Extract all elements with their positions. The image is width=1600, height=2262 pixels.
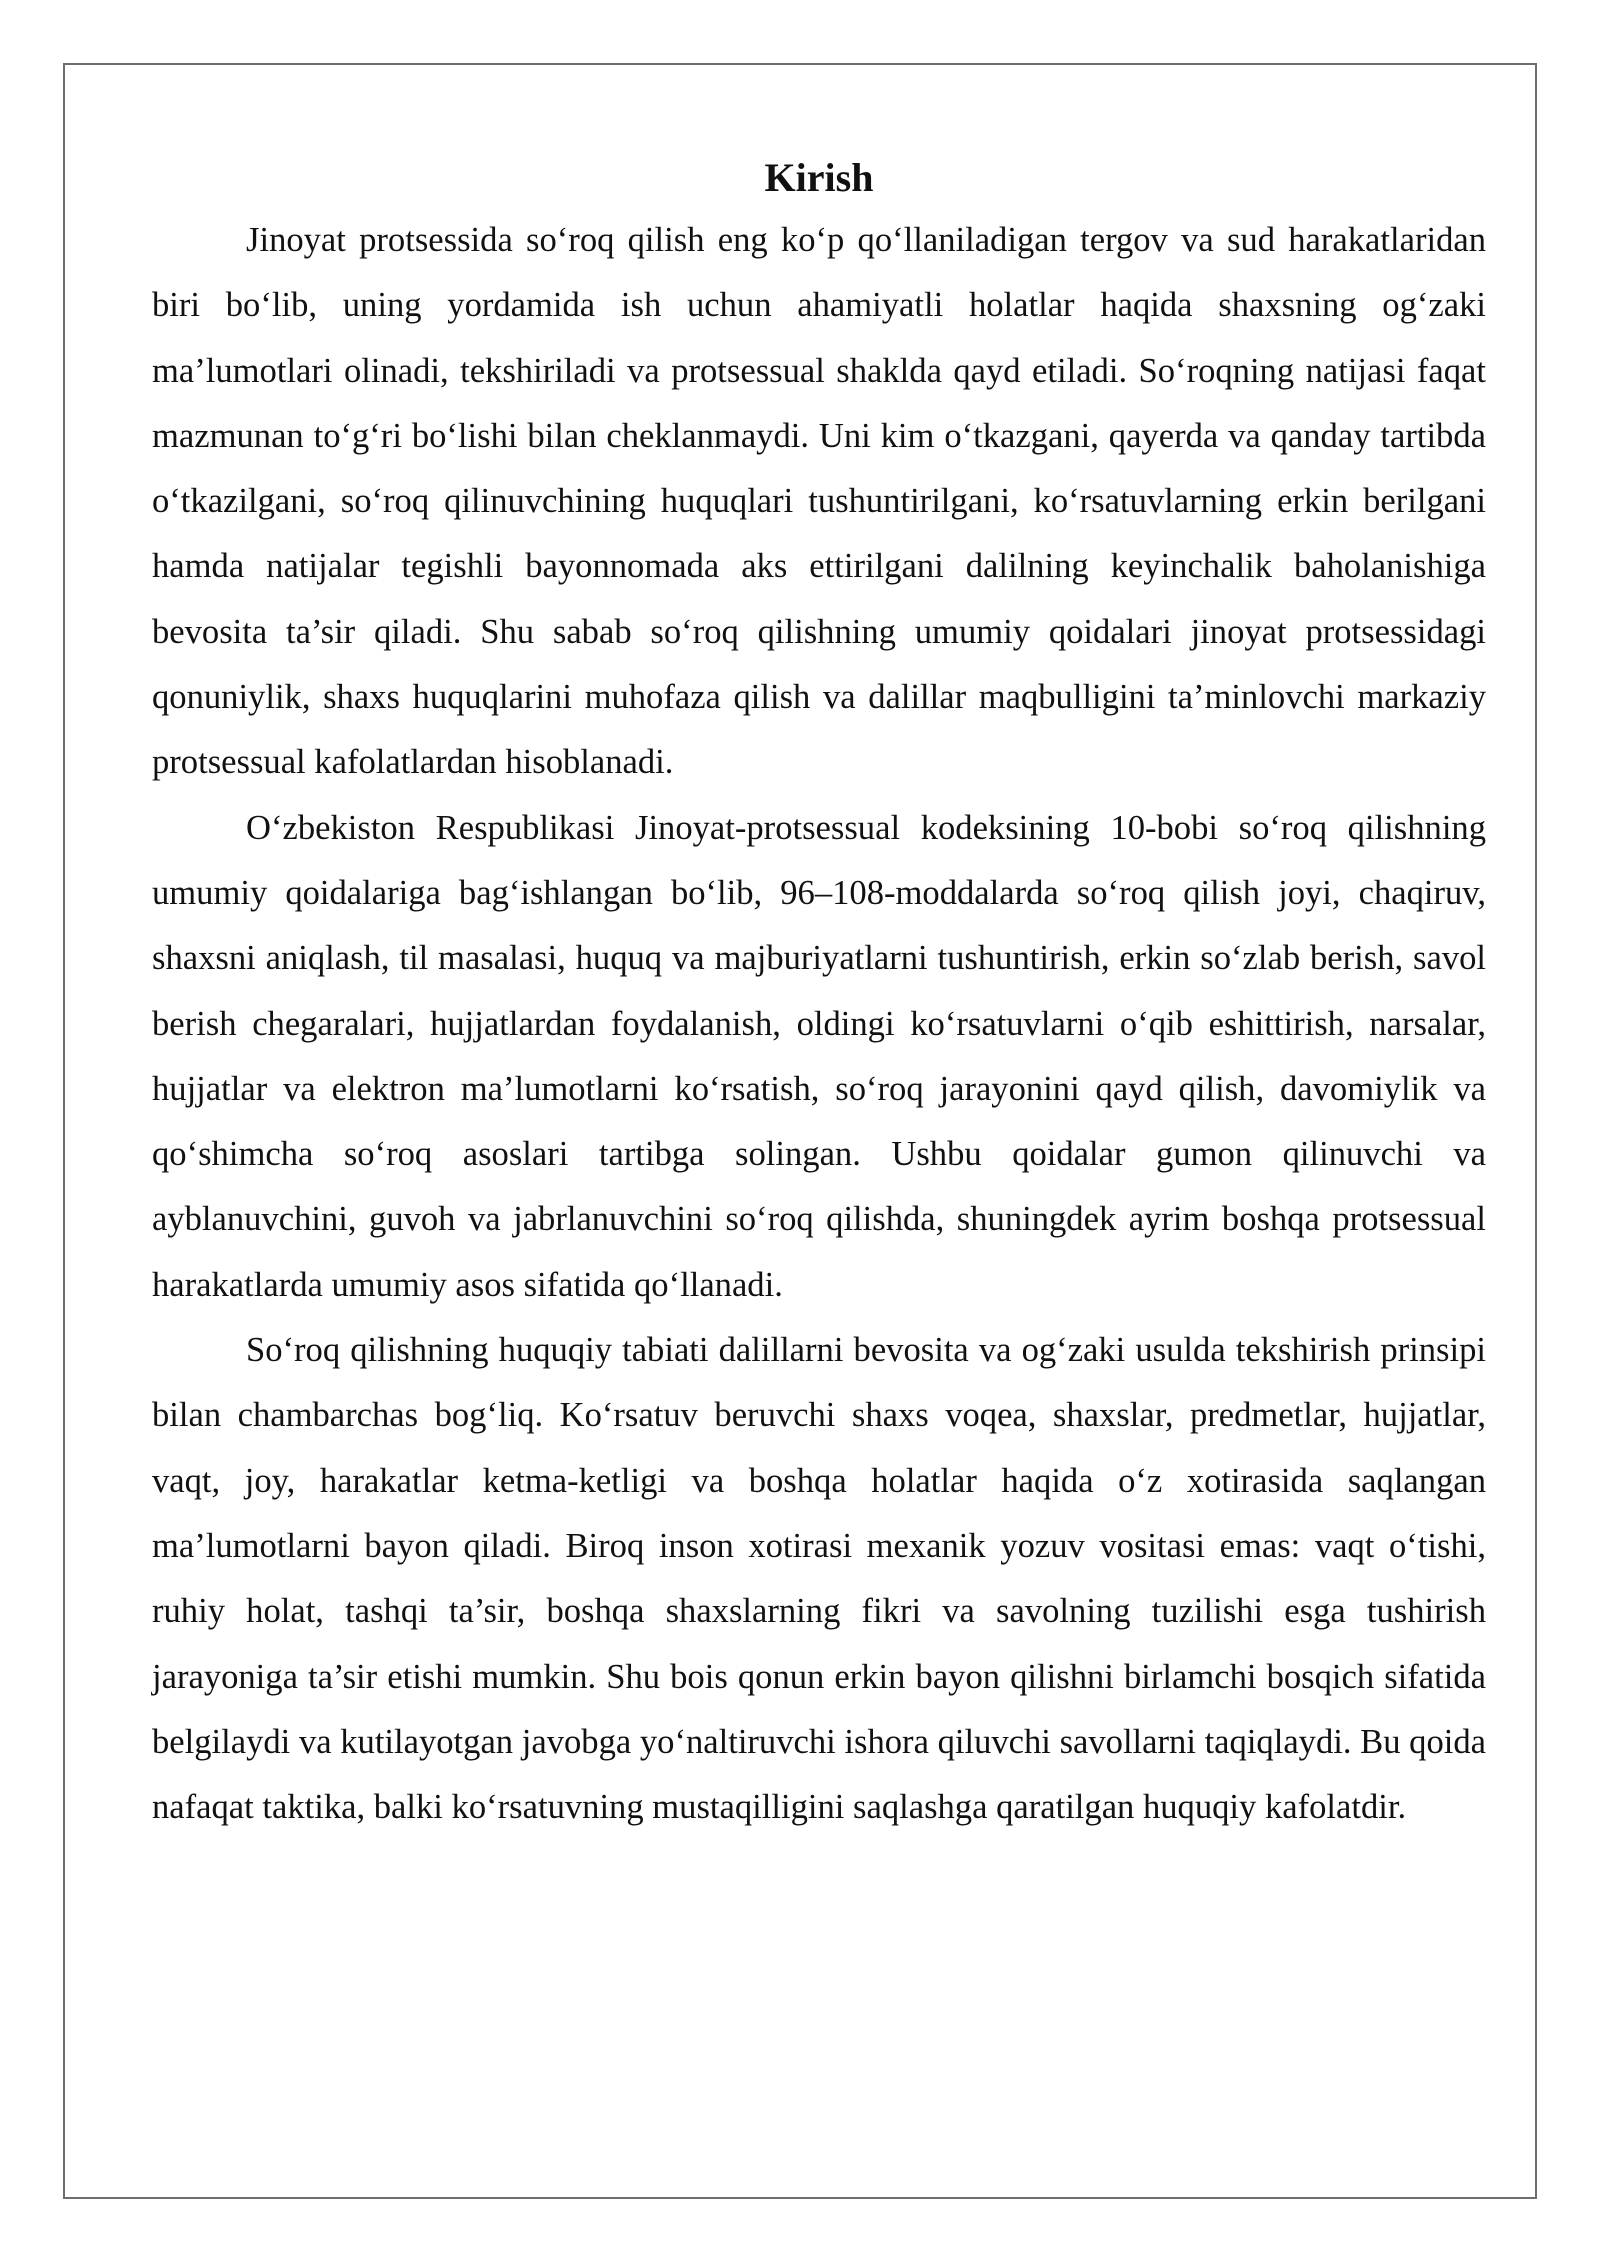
document-body (152, 148, 1486, 1840)
paragraph-1: Jinoyat protsessida so‘roq qilish eng ko‘p qo‘llaniladigan tergov va sud harakatlaridan biri bo‘lib, uning yordamida ish uchun ahamiyatli holatlar haqida shaxsning og‘zaki ma’lumotlari olinadi, tekshiriladi va protsessual shaklda qayd etiladi. So‘roqning natijasi faqat mazmunan to‘g‘ri bo‘lishi bilan cheklanmaydi. Uni kim o‘tkazgani, qayerda va qanday tartibda o‘tkazilgani, so‘roq qilinuvchining huquqlari tushuntirilgani, ko‘rsatuvlarning erkin berilgani hamda natijalar tegishli bayonnomada aks ettirilgani dalilning keyinchalik baholanishiga bevosita ta’sir qiladi. Shu sabab so‘roq qilishning umumiy qoidalari jinoyat protsessidagi qonuniylik, shaxs huquqlarini muhofaza qilish va dalillar maqbulligini ta’minlovchi markaziy protsessual kafolatlardan hisoblanadi. (152, 221, 1486, 782)
paragraph-3: So‘roq qilishning huquqiy tabiati dalillarni bevosita va og‘zaki usulda tekshirish prinsipi bilan chambarchas bog‘liq. Ko‘rsatuv beruvchi shaxs voqea, shaxslar, predmetlar, hujjatlar, vaqt, joy, harakatlar ketma-ketligi va boshqa holatlar haqida o‘z xotirasida saqlangan ma’lumotlarni bayon qiladi. Biroq inson xotirasi mexanik yozuv vositasi emas: vaqt o‘tishi, ruhiy holat, tashqi ta’sir, boshqa shaxslarning fikri va savolning tuzilishi esga tushirish jarayoniga ta’sir etishi mumkin. Shu bois qonun erkin bayon qilishni birlamchi bosqich sifatida belgilaydi va kutilayotgan javobga yo‘naltiruvchi ishora qiluvchi savollarni taqiqlaydi. Bu qoida nafaqat taktika, balki ko‘rsatuvning mustaqilligini saqlashga qaratilgan huquqiy kafolatdir. (152, 1331, 1486, 1827)
page-title: Kirish (764, 155, 874, 200)
paragraph-2: O‘zbekiston Respublikasi Jinoyat-protsessual kodeksining 10-bobi so‘roq qilishning umumiy qoidalariga bag‘ishlangan bo‘lib, 96–108-moddalarda so‘roq qilish joyi, chaqiruv, shaxsni aniqlash, til masalasi, huquq va majburiyatlarni tushuntirish, erkin so‘zlab berish, savol berish chegaralari, hujjatlardan foydalanish, oldingi ko‘rsatuvlarni o‘qib eshittirish, narsalar, hujjatlar va elektron ma’lumotlarni ko‘rsatish, so‘roq jarayonini qayd qilish, davomiylik va qo‘shimcha so‘roq asoslari tartibga solingan. Ushbu qoidalar gumon qilinuvchi va ayblanuvchini, guvoh va jabrlanuvchini so‘roq qilishda, shuningdek ayrim boshqa protsessual harakatlarda umumiy asos sifatida qo‘llanadi. (152, 808, 1486, 1304)
